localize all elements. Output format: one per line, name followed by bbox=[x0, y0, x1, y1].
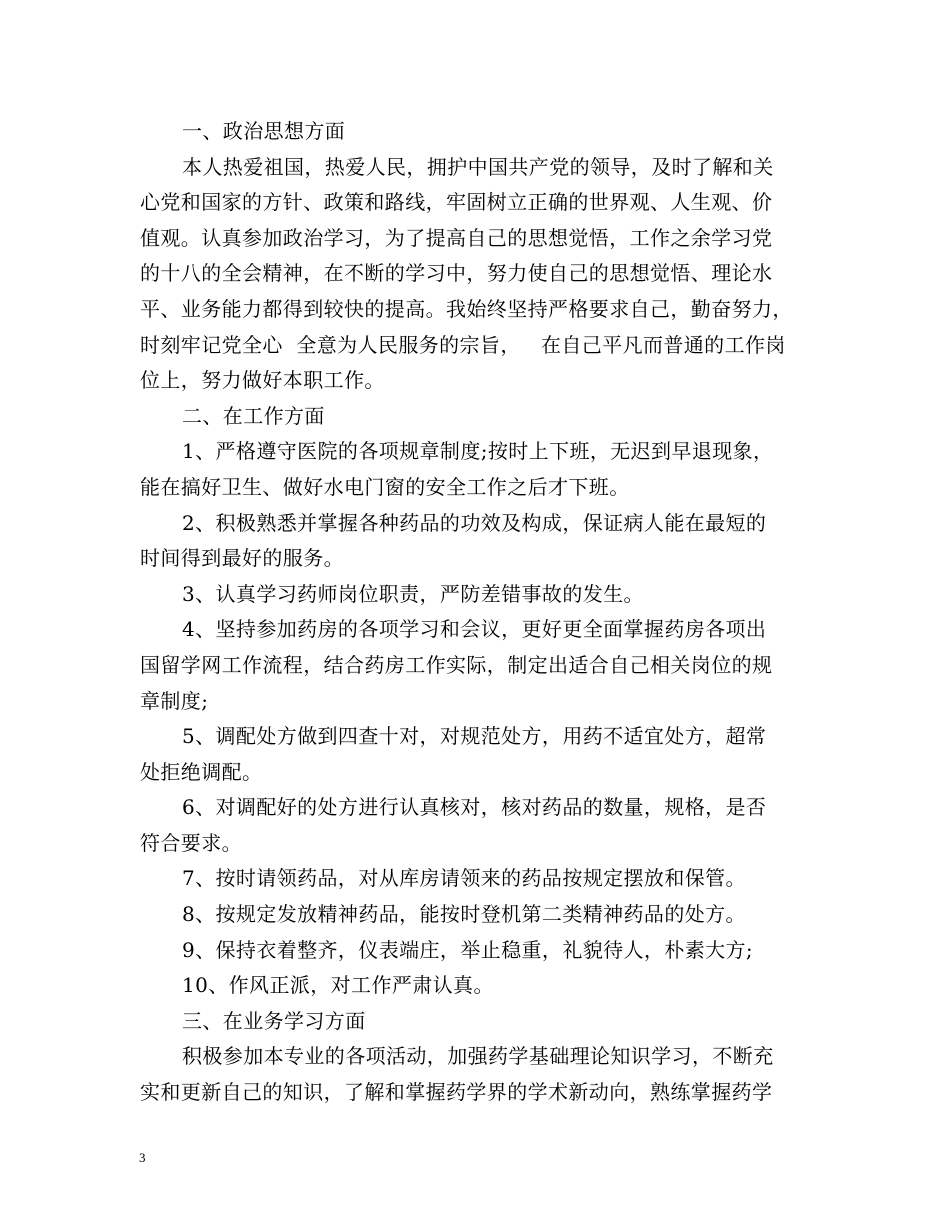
text-line: 5、调配处方做到四查十对，对规范处方，用药不适宜处方，超常 bbox=[182, 724, 767, 749]
text-line: 4、坚持参加药房的各项学习和会议，更好更全面掌握药房各项出 bbox=[182, 617, 767, 642]
text-line: 时刻牢记党全心 全意为人民服务的宗旨， 在自己平凡而普通的工作岗 bbox=[140, 332, 786, 357]
text-line: 章制度; bbox=[140, 688, 209, 713]
text-line: 一、政治思想方面 bbox=[182, 119, 346, 143]
text-line: 位上，努力做好本职工作。 bbox=[140, 368, 385, 393]
text-line: 积极参加本专业的各项活动，加强药学基础理论知识学习，不断充 bbox=[182, 1044, 774, 1069]
text-line: 心党和国家的方针、政策和路线，牢固树立正确的世界观、人生观、价 bbox=[140, 190, 773, 215]
text-line: 8、按规定发放精神药品，能按时登机第二类精神药品的处方。 bbox=[182, 902, 746, 927]
text-line: 6、对调配好的处方进行认真核对，核对药品的数量，规格，是否 bbox=[182, 795, 767, 820]
text-line: 3、认真学习药师岗位职责，严防差错事故的发生。 bbox=[182, 581, 644, 606]
text-line: 符合要求。 bbox=[140, 830, 242, 855]
text-line: 值观。认真参加政治学习，为了提高自己的思想觉悟，工作之余学习党 bbox=[140, 225, 773, 250]
document-body bbox=[140, 114, 828, 1111]
text-line: 处拒绝调配。 bbox=[140, 759, 263, 784]
text-line: 9、保持衣着整齐，仪表端庄，举止稳重，礼貌待人，朴素大方; bbox=[182, 937, 754, 962]
text-line: 1、严格遵守医院的各项规章制度;按时上下班，无迟到早退现象， bbox=[182, 439, 774, 464]
page-number: 3 bbox=[139, 1150, 146, 1165]
text-line: 2、积极熟悉并掌握各种药品的功效及构成，保证病人能在最短的 bbox=[182, 510, 767, 535]
text-line: 10、作风正派，对工作严肃认真。 bbox=[182, 973, 494, 998]
text-line: 实和更新自己的知识，了解和掌握药学界的学术新动向，熟练掌握药学 bbox=[140, 1080, 773, 1105]
text-line: 本人热爱祖国，热爱人民，拥护中国共产党的领导，及时了解和关 bbox=[182, 154, 774, 179]
text-line: 三、在业务学习方面 bbox=[182, 1008, 366, 1033]
text-line: 国留学网工作流程，结合药房工作实际，制定出适合自己相关岗位的规 bbox=[140, 652, 773, 677]
text-line: 能在搞好卫生、做好水电门窗的安全工作之后才下班。 bbox=[140, 474, 630, 499]
text-line: 二、在工作方面 bbox=[182, 403, 325, 428]
text-line: 平、业务能力都得到较快的提高。我始终坚持严格要求自己，勤奋努力， bbox=[140, 296, 793, 321]
text-line: 7、按时请领药品，对从库房请领来的药品按规定摆放和保管。 bbox=[182, 866, 746, 891]
text-line: 时间得到最好的服务。 bbox=[140, 546, 344, 571]
text-line: 的十八的全会精神，在不断的学习中，努力使自己的思想觉悟、理论水 bbox=[140, 261, 773, 286]
